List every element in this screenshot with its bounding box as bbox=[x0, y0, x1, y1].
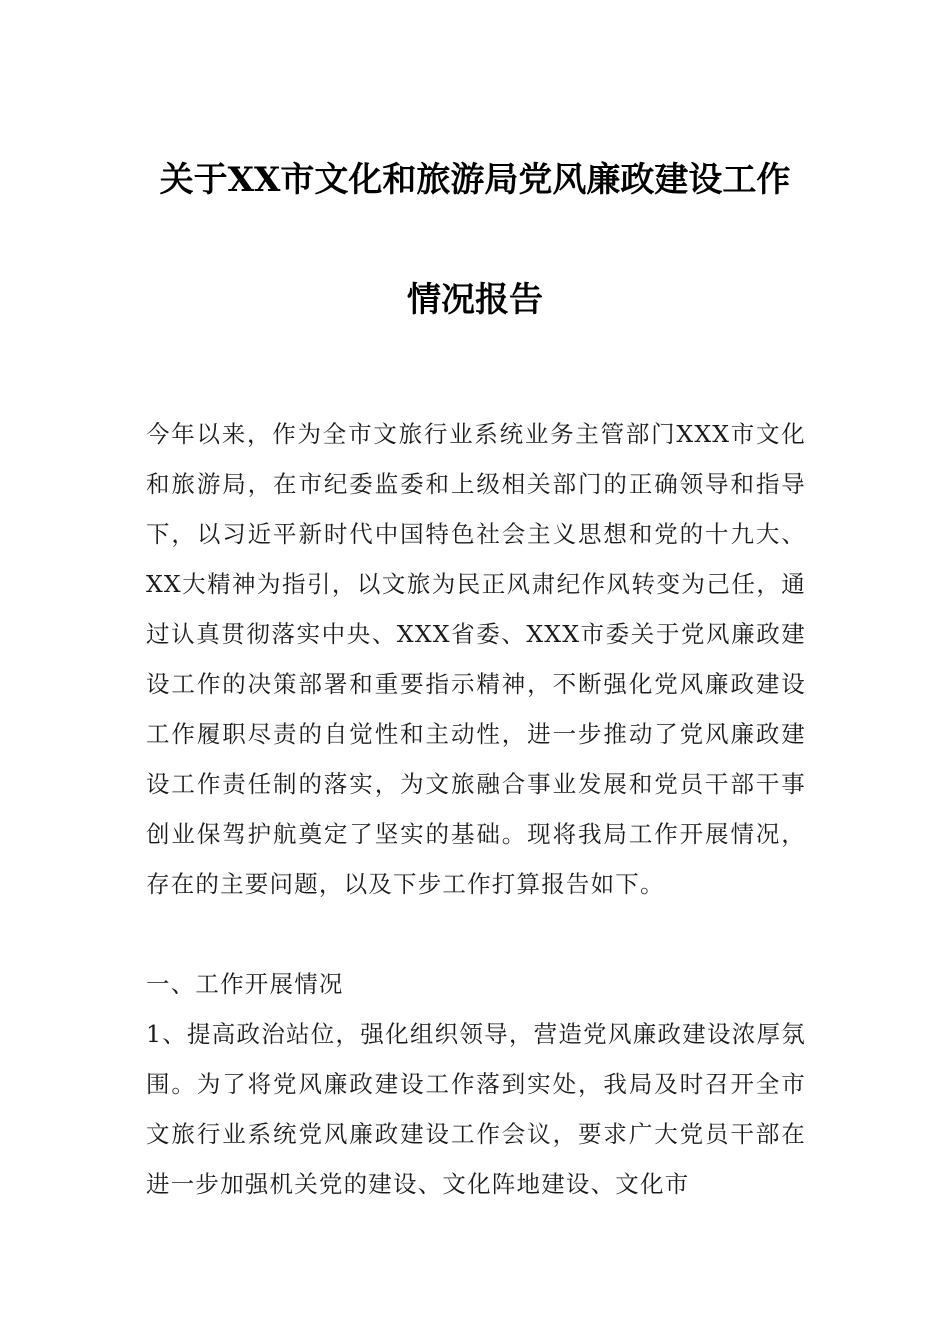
intro-paragraph: 今年以来，作为全市文旅行业系统业务主管部门XXX市文化和旅游局，在市纪委监委和上级相关部门的正确领导和指导下，以习近平新时代中国特色社会主义思想和党的十九大、XX大精神为指引，以文旅为民正风肃纪作风转变为己任，通过认真贯彻落实中央、XXX省委、XXX市委关于党风廉政建设工作的决策部署和重要指示精神，不断强化党风廉政建设工作履职尽责的自觉性和主动性，进一步推动了党风廉政建设工作责任制的落实，为文旅融合事业发展和党员干部干事创业保驾护航奠定了坚实的基础。现将我局工作开展情况，存在的主要问题，以及下步工作打算报告如下。 bbox=[146, 420, 806, 898]
section-paragraph: 1、提高政治站位，强化组织领导，营造党风廉政建设浓厚氛围。为了将党风廉政建设工作落到实处，我局及时召开全市文旅行业系统党风廉政建设工作会议，要求广大党员干部在进一步加强机关党的建设、文化阵地建设、文化市 bbox=[146, 1020, 806, 1198]
document-title-line-2: 情况报告 bbox=[407, 280, 543, 320]
document-title-line-1: 关于XX市文化和旅游局党风廉政建设工作 bbox=[159, 160, 791, 200]
section-heading: 一、工作开展情况 bbox=[146, 970, 344, 998]
